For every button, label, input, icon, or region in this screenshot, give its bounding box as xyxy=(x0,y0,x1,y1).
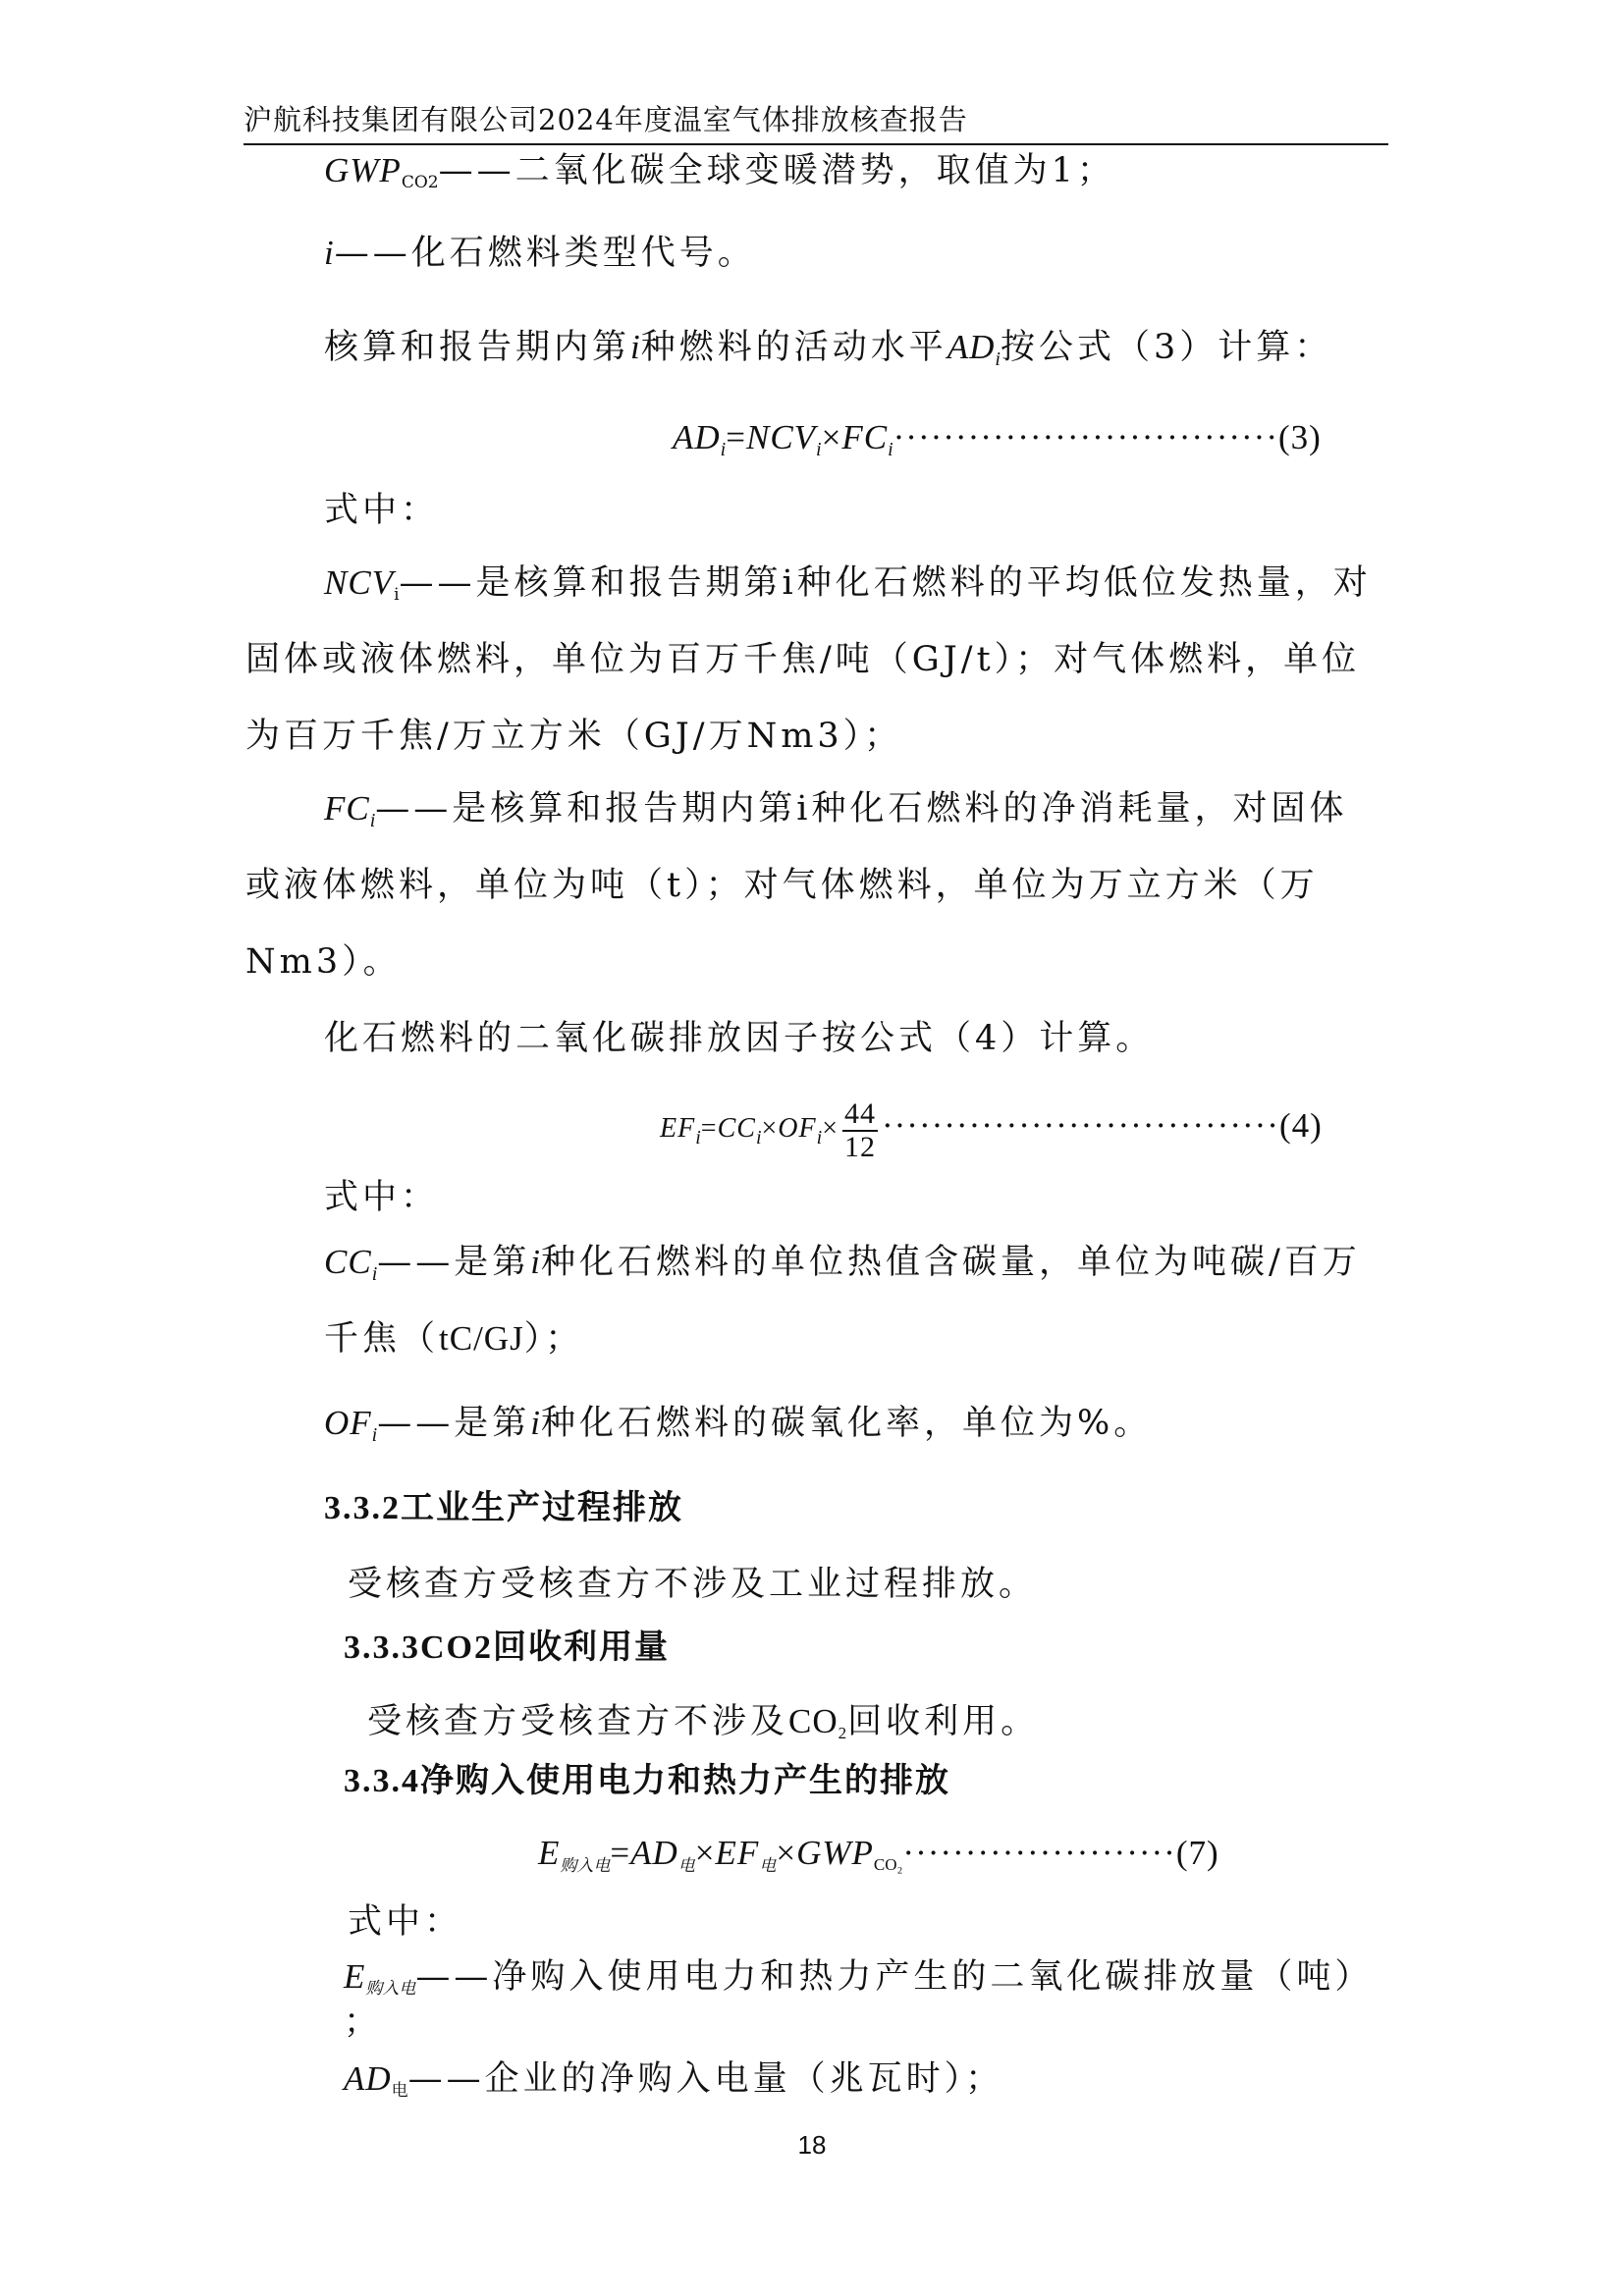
text: 按公式（3）计算： xyxy=(1000,328,1333,367)
eq-operator: × xyxy=(761,1113,779,1144)
definition-gwp xyxy=(324,147,1115,206)
subscript: i xyxy=(816,1127,823,1148)
where-label: 式中： xyxy=(324,1178,440,1217)
section-title: 工业生产过程排放 xyxy=(401,1488,683,1527)
equation-4 xyxy=(660,1092,1323,1172)
paragraph-line: 固体或液体燃料，单位为百万千焦/吨（GJ/t）；对气体燃料，单位 xyxy=(245,640,1361,679)
section-heading-3-3-2 xyxy=(324,1484,683,1532)
symbol-i: i xyxy=(630,328,641,366)
subscript: 电 xyxy=(677,1856,695,1876)
section-number: 3.3.2 xyxy=(324,1490,401,1526)
subscript: i xyxy=(816,439,822,460)
subscript: i xyxy=(995,348,1001,370)
page-header: 沪航科技集团有限公司2024年度温室气体排放核查报告 xyxy=(244,103,968,136)
eq-operator: × xyxy=(694,1834,716,1872)
definition-fc xyxy=(324,785,1348,844)
definition-ad-electricity xyxy=(344,2056,1003,2114)
text: 种燃料的活动水平 xyxy=(640,328,947,367)
symbol-fc: FC xyxy=(324,789,370,828)
definition-text: ——净购入使用电力和热力产生的二氧化碳排放量（吨） xyxy=(415,1957,1374,1997)
eq-term: NCV xyxy=(745,418,817,456)
definition-text: ——是核算和报告期内第i种化石燃料的净消耗量，对固体 xyxy=(375,789,1348,828)
text: 千焦（ xyxy=(324,1319,440,1359)
fraction-denominator: 12 xyxy=(843,1130,876,1163)
subscript: 电 xyxy=(759,1856,777,1876)
text: 受核查方受核查方不涉及 xyxy=(367,1702,789,1741)
eq-term: AD xyxy=(673,418,721,456)
symbol-e: E xyxy=(344,1957,366,1996)
paragraph-line: 或液体燃料，单位为吨（t）；对气体燃料，单位为万立方米（万 xyxy=(245,866,1319,905)
subscript: 电 xyxy=(391,2081,408,2101)
unit: tC/GJ xyxy=(439,1319,524,1358)
text: 回收利用。 xyxy=(847,1702,1040,1741)
eq-leader-dots: ································ xyxy=(881,1106,1279,1145)
text: ——是第 xyxy=(377,1404,531,1443)
eq-leader-dots: ······························· xyxy=(893,418,1278,456)
definition-text: ——二氧化碳全球变暖潜势，取值为1； xyxy=(438,151,1115,190)
text: 核算和报告期内第 xyxy=(324,328,631,367)
definition-text: ——是核算和报告期第i种化石燃料的平均低位发热量，对 xyxy=(399,563,1372,603)
definition-e-purchased xyxy=(344,1953,1373,2012)
where-label: 式中： xyxy=(324,491,440,530)
equation-number: (7) xyxy=(1175,1834,1219,1872)
subscript: 购入电 xyxy=(365,1979,416,1999)
equation-7 xyxy=(538,1830,1219,1890)
subscript: i xyxy=(720,439,727,460)
section-title: 净购入使用电力和热力产生的排放 xyxy=(420,1761,950,1800)
eq-term: E xyxy=(538,1834,561,1872)
paragraph-line: 为百万千焦/万立方米（GJ/万Nm3）； xyxy=(245,717,903,756)
subscript: i xyxy=(755,1127,762,1148)
section-heading-3-3-4 xyxy=(344,1757,950,1805)
subscript: 购入电 xyxy=(560,1856,611,1876)
paragraph-line xyxy=(324,1315,583,1362)
definition-i xyxy=(324,230,756,277)
fraction xyxy=(842,1098,878,1163)
paragraph-line: 受核查方受核查方不涉及工业过程排放。 xyxy=(348,1565,1038,1604)
subscript: i xyxy=(371,1424,378,1446)
symbol-gwp: GWP xyxy=(324,151,402,189)
equation-3 xyxy=(673,414,1322,473)
symbol-ad: AD xyxy=(344,2059,392,2098)
where-label: 式中： xyxy=(348,1902,463,1942)
paragraph-line: Nm3）。 xyxy=(245,942,402,982)
eq-term: CC xyxy=(717,1113,756,1144)
symbol-ad: AD xyxy=(947,328,996,366)
subscript: i xyxy=(888,439,893,460)
section-number: 3.3.3CO2 xyxy=(344,1629,493,1666)
fraction-numerator: 44 xyxy=(843,1096,876,1130)
definition-text: ——企业的净购入电量（兆瓦时）； xyxy=(407,2059,1004,2099)
symbol-i: i xyxy=(530,1243,542,1281)
text: ——是第 xyxy=(377,1243,531,1282)
subscript: i xyxy=(371,1263,378,1285)
paragraph-line xyxy=(367,1698,1039,1757)
text: 种化石燃料的碳氧化率，单位为%。 xyxy=(540,1404,1153,1443)
paragraph-line: ； xyxy=(344,2002,383,2042)
subscript: i xyxy=(369,810,376,831)
chemical-formula: CO xyxy=(788,1702,839,1740)
eq-term: EF xyxy=(660,1113,696,1144)
subscript: i xyxy=(695,1127,701,1148)
symbol-i: i xyxy=(530,1404,541,1442)
symbol-of: OF xyxy=(324,1404,372,1442)
definition-of xyxy=(324,1400,1152,1459)
text: 种化石燃料的单位热值含碳量，单位为吨碳/百万 xyxy=(541,1243,1361,1282)
page-number: 18 xyxy=(797,2130,827,2160)
eq-term: GWP xyxy=(796,1834,874,1872)
eq-operator: = xyxy=(726,418,746,456)
definition-cc xyxy=(324,1239,1361,1298)
eq-term: OF xyxy=(778,1113,817,1144)
symbol-cc: CC xyxy=(324,1243,372,1281)
subscript: CO2 xyxy=(401,173,439,192)
eq-operator: × xyxy=(821,418,842,456)
section-number: 3.3.4 xyxy=(344,1763,420,1799)
symbol-i: i xyxy=(324,234,335,272)
definition-ncv xyxy=(324,560,1372,618)
header-rule xyxy=(244,143,1388,145)
eq-term: FC xyxy=(841,418,889,456)
text: ）； xyxy=(523,1319,584,1359)
subscript: i xyxy=(394,585,400,605)
subscript: 2 xyxy=(838,1724,848,1742)
eq-operator: = xyxy=(700,1113,718,1144)
eq-operator: × xyxy=(822,1113,839,1144)
eq-term: EF xyxy=(715,1834,760,1872)
equation-number: (3) xyxy=(1277,418,1322,456)
subscript: CO₂ xyxy=(873,1855,903,1874)
eq-term: AD xyxy=(630,1834,678,1872)
eq-operator: = xyxy=(610,1834,631,1872)
equation-number: (4) xyxy=(1278,1106,1323,1145)
eq-leader-dots: ······················ xyxy=(902,1834,1176,1872)
eq-operator: × xyxy=(776,1834,797,1872)
definition-text: ——化石燃料类型代号。 xyxy=(334,234,756,273)
section-heading-3-3-3 xyxy=(344,1624,670,1672)
paragraph-ef-intro: 化石燃料的二氧化碳排放因子按公式（4）计算。 xyxy=(324,1019,1155,1058)
paragraph-ad xyxy=(324,324,1332,383)
section-title: 回收利用量 xyxy=(493,1628,670,1667)
symbol-ncv: NCV xyxy=(324,563,395,602)
